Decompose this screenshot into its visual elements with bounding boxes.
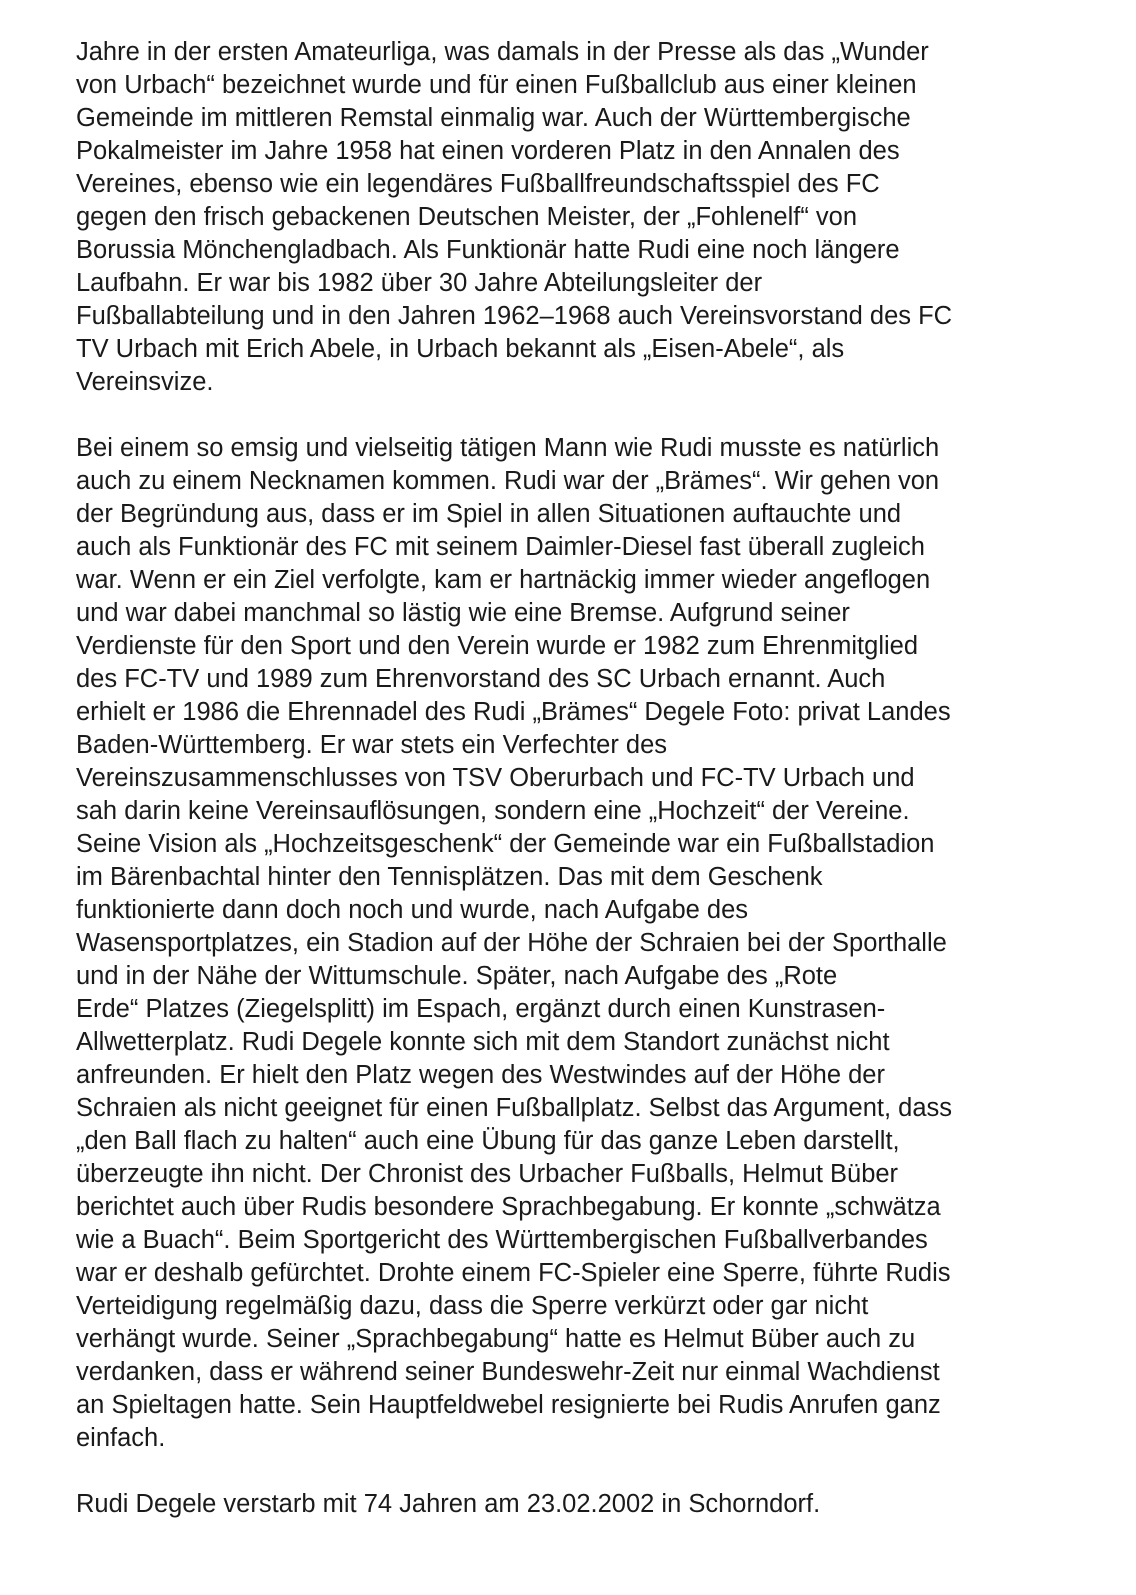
text-line: von Urbach“ bezeichnet wurde und für einen Fußballclub aus einer kleinen [76,71,917,99]
text-line: Rudi Degele verstarb mit 74 Jahren am 23.02.2002 in Schorndorf. [76,1490,821,1518]
text-line: der Begründung aus, dass er im Spiel in allen Situationen auftauchte und [76,500,902,528]
text-line: Jahre in der ersten Amateurliga, was damals in der Presse als das „Wunder [76,38,929,66]
text-line: überzeugte ihn nicht. Der Chronist des Urbacher Fußballs, Helmut Büber [76,1160,899,1188]
text-line: verdanken, dass er während seiner Bundeswehr-Zeit nur einmal Wachdienst [76,1358,940,1386]
text-line: Seine Vision als „Hochzeitsgeschenk“ der Gemeinde war ein Fußballstadion [76,830,935,858]
text-line: Baden-Württemberg. Er war stets ein Verfechter des [76,731,668,759]
text-line: berichtet auch über Rudis besondere Sprachbegabung. Er konnte „schwätza [76,1193,941,1221]
text-line: Pokalmeister im Jahre 1958 hat einen vorderen Platz in den Annalen des [76,137,900,165]
text-line: Verdienste für den Sport und den Verein wurde er 1982 zum Ehrenmitglied [76,632,919,660]
text-line: wie a Buach“. Beim Sportgericht des Württembergischen Fußballverbandes [76,1226,928,1254]
text-line: Allwetterplatz. Rudi Degele konnte sich mit dem Standort zunächst nicht [76,1028,890,1056]
text-line: auch als Funktionär des FC mit seinem Daimler-Diesel fast überall zugleich [76,533,925,561]
text-line: Gemeinde im mittleren Remstal einmalig war. Auch der Württembergische [76,104,911,132]
text-line: an Spieltagen hatte. Sein Hauptfeldwebel resignierte bei Rudis Anrufen ganz [76,1391,941,1419]
text-line: funktionierte dann doch noch und wurde, nach Aufgabe des [76,896,749,924]
text-line: und in der Nähe der Wittumschule. Später, nach Aufgabe des „Rote [76,962,838,990]
paragraph [76,432,1076,1455]
text-line: „den Ball flach zu halten“ auch eine Übung für das ganze Leben darstellt, [76,1127,900,1155]
text-line: erhielt er 1986 die Ehrennadel des Rudi „Brämes“ Degele Foto: privat Landes [76,698,951,726]
text-line: Vereines, ebenso wie ein legendäres Fußballfreundschaftsspiel des FC [76,170,880,198]
text-line: einfach. [76,1424,166,1452]
text-line: Fußballabteilung und in den Jahren 1962–1968 auch Vereinsvorstand des FC [76,302,953,330]
paragraph [76,36,1076,399]
text-line: verhängt wurde. Seiner „Sprachbegabung“ hatte es Helmut Büber auch zu [76,1325,916,1353]
text-line: war er deshalb gefürchtet. Drohte einem FC-Spieler eine Sperre, führte Rudis [76,1259,951,1287]
document-page [76,36,1076,1554]
text-line: und war dabei manchmal so lästig wie eine Bremse. Aufgrund seiner [76,599,850,627]
text-line: Wasensportplatzes, ein Stadion auf der Höhe der Schraien bei der Sporthalle [76,929,947,957]
text-line: TV Urbach mit Erich Abele, in Urbach bekannt als „Eisen-Abele“, als [76,335,845,363]
text-line: gegen den frisch gebackenen Deutschen Meister, der „Fohlenelf“ von [76,203,858,231]
text-line: Borussia Mönchengladbach. Als Funktionär hatte Rudi eine noch längere [76,236,900,264]
text-line: des FC-TV und 1989 zum Ehrenvorstand des SC Urbach ernannt. Auch [76,665,886,693]
text-line: auch zu einem Necknamen kommen. Rudi war der „Brämes“. Wir gehen von [76,467,940,495]
text-line: Bei einem so emsig und vielseitig tätigen Mann wie Rudi musste es natürlich [76,434,940,462]
text-line: Vereinszusammenschlusses von TSV Oberurbach und FC-TV Urbach und [76,764,915,792]
text-line: Erde“ Platzes (Ziegelsplitt) im Espach, ergänzt durch einen Kunstrasen- [76,995,886,1023]
text-line: anfreunden. Er hielt den Platz wegen des Westwindes auf der Höhe der [76,1061,885,1089]
text-line: war. Wenn er ein Ziel verfolgte, kam er hartnäckig immer wieder angeflogen [76,566,931,594]
text-line: im Bärenbachtal hinter den Tennisplätzen. Das mit dem Geschenk [76,863,823,891]
paragraph [76,1488,1076,1521]
text-line: Vereinsvize. [76,368,214,396]
text-line: sah darin keine Vereinsauflösungen, sondern eine „Hochzeit“ der Vereine. [76,797,910,825]
text-line: Verteidigung regelmäßig dazu, dass die Sperre verkürzt oder gar nicht [76,1292,869,1320]
text-line: Laufbahn. Er war bis 1982 über 30 Jahre Abteilungsleiter der [76,269,763,297]
text-line: Schraien als nicht geeignet für einen Fußballplatz. Selbst das Argument, dass [76,1094,953,1122]
